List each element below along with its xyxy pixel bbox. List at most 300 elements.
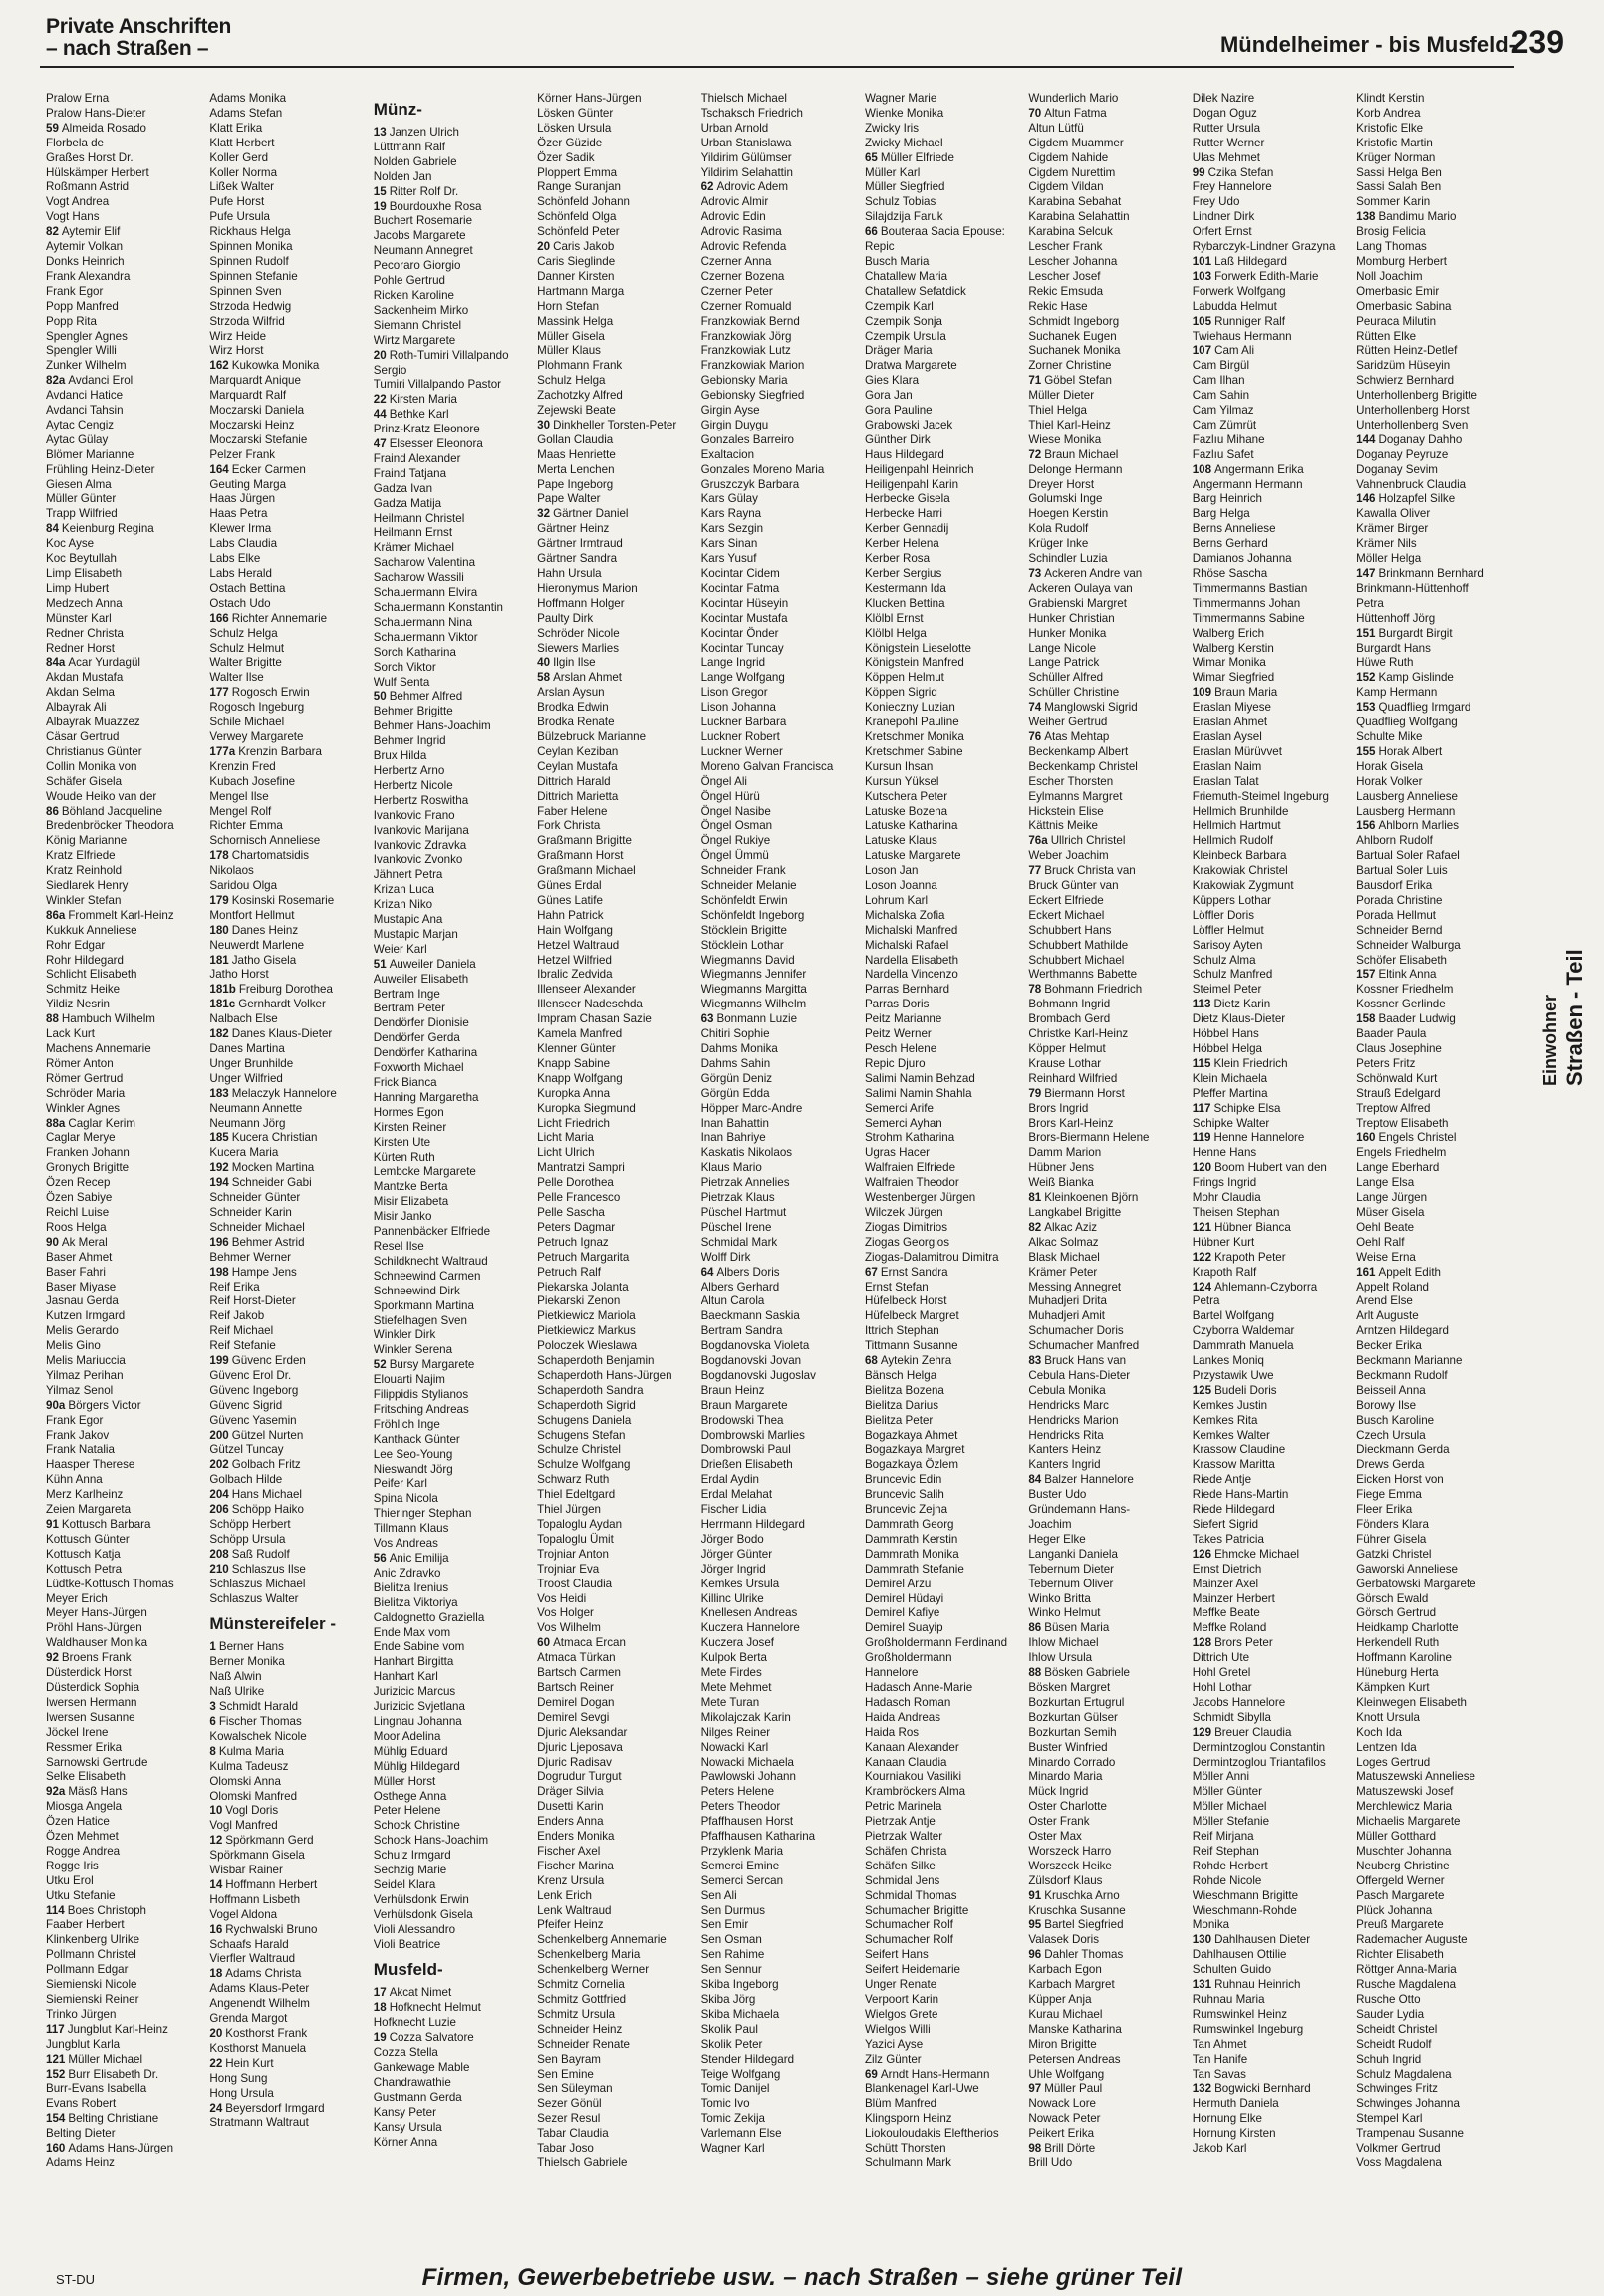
resident-name: Knapp Sabine [537, 1056, 611, 1070]
resident-name: Püschel Irene [700, 1220, 772, 1234]
resident-entry [46, 389, 205, 404]
resident-entry [209, 1354, 369, 1369]
resident-name: Schneider Frank [700, 864, 786, 878]
resident-entry [1028, 1770, 1188, 1785]
resident-entry [1028, 1741, 1188, 1756]
resident-name: Kristofic Elke [1356, 121, 1424, 135]
resident-name: Kulma Tadeusz [209, 1759, 289, 1773]
resident-name: Djuric Ljeposava [537, 1740, 623, 1754]
resident-entry [701, 1251, 861, 1266]
resident-name: Siewers Marlies [537, 641, 619, 655]
resident-entry [865, 1117, 1024, 1132]
resident-name: Vogl Manfred [209, 1819, 278, 1833]
resident-name: Verwey Margarete [209, 729, 304, 743]
resident-entry [537, 1206, 696, 1221]
resident-name: Wiegmanns Jennifer [700, 968, 807, 982]
resident-entry [701, 983, 861, 998]
resident-entry [374, 1834, 533, 1849]
resident-name: Göbel Stefan [1044, 374, 1112, 388]
resident-entry [537, 1131, 696, 1146]
resident-name: Ernst Dietrich [1192, 1562, 1262, 1576]
resident-name: Arend Else [1356, 1294, 1413, 1308]
resident-name: Behmer Ingrid [373, 734, 446, 748]
resident-name: Wilczek Jürgen [864, 1205, 943, 1219]
house-number: 107 [1192, 344, 1212, 358]
resident-entry [1028, 1860, 1188, 1874]
resident-name: Klatt Herbert [209, 136, 275, 149]
resident-entry [1028, 255, 1188, 270]
resident-entry [1356, 879, 1515, 894]
resident-name: Violi Alessandro [373, 1922, 456, 1936]
resident-name: Skiba Michaela [700, 2007, 780, 2021]
resident-name: Rogosch Erwin [231, 686, 310, 700]
resident-entry [209, 1369, 369, 1384]
resident-entry [374, 2091, 533, 2106]
resident-entry [865, 819, 1024, 834]
house-number: 64 [700, 1265, 714, 1279]
resident-entry [1028, 1057, 1188, 1072]
resident-name: Burgardt Hans [1356, 641, 1431, 655]
resident-name: Demirel Suayip [864, 1621, 943, 1635]
resident-entry [374, 334, 533, 349]
resident-name: Ernst Stefan [864, 1280, 929, 1293]
resident-entry [374, 244, 533, 259]
resident-entry [1356, 1161, 1515, 1176]
resident-entry [701, 1800, 861, 1815]
resident-entry [701, 448, 861, 463]
resident-name: Müller Gisela [537, 329, 605, 343]
resident-entry [209, 2012, 369, 2027]
resident-entry [209, 1655, 369, 1670]
resident-name: Adams Stefan [209, 106, 283, 120]
resident-entry [1028, 2038, 1188, 2053]
house-number: 92 [46, 1651, 59, 1665]
resident-entry [701, 1815, 861, 1830]
resident-entry [1193, 1948, 1352, 1963]
resident-name: Thiel Helga [1028, 404, 1087, 418]
resident-entry [537, 389, 696, 404]
resident-name: Mengel Rolf [209, 804, 272, 818]
resident-name: Öngel Hürü [700, 789, 760, 803]
resident-name: Omerbasic Sabina [1356, 299, 1452, 313]
resident-entry [537, 2008, 696, 2023]
resident-entry [1028, 1191, 1188, 1206]
resident-entry [865, 1711, 1024, 1726]
resident-name: Walfraien Theodor [864, 1176, 959, 1190]
resident-name: Gützel Tuncay [209, 1443, 284, 1457]
resident-entry [374, 1522, 533, 1537]
resident-name: Schaperdoth Sandra [537, 1383, 644, 1397]
resident-name: Minardo Maria [1028, 1770, 1103, 1784]
resident-name: Tomic Danijel [700, 2082, 770, 2096]
resident-entry [209, 894, 369, 909]
resident-name: Kars Sinan [700, 537, 758, 551]
resident-entry [1193, 2068, 1352, 2083]
resident-entry [374, 734, 533, 749]
resident-entry [374, 482, 533, 497]
resident-name: Janzen Ulrich [389, 126, 459, 139]
resident-name: Haida Ros [864, 1725, 920, 1739]
resident-entry [46, 1458, 205, 1473]
resident-entry [865, 419, 1024, 433]
resident-entry [701, 1072, 861, 1087]
resident-name: Führer Gisela [1356, 1532, 1427, 1546]
resident-name: Schönfeld Olga [537, 210, 617, 224]
resident-entry [701, 1904, 861, 1919]
resident-entry [46, 225, 205, 240]
resident-name: Merz Karlheinz [46, 1488, 124, 1502]
resident-entry [1193, 166, 1352, 181]
house-number: 86 [1028, 1621, 1042, 1635]
resident-name: Schwierz Bernhard [1356, 374, 1455, 388]
resident-name: Labs Herald [209, 567, 272, 580]
resident-name: Kowalschek Nicole [209, 1729, 307, 1743]
resident-entry [46, 492, 205, 507]
resident-entry [1193, 1533, 1352, 1548]
resident-name: Engels Christel [1378, 1131, 1457, 1145]
resident-entry [537, 1578, 696, 1592]
resident-entry [865, 180, 1024, 195]
resident-name: Schmidt Ingeborg [1028, 314, 1120, 328]
resident-entry [701, 1533, 861, 1548]
resident-name: Lausberg Hermann [1356, 804, 1456, 818]
resident-name: Blömer Marianne [46, 447, 134, 461]
resident-name: Weber Joachim [1028, 849, 1109, 863]
resident-entry [701, 1414, 861, 1429]
house-number: 196 [209, 1235, 229, 1249]
resident-name: Hüfelbeck Horst [864, 1294, 947, 1308]
resident-entry [209, 1072, 369, 1087]
house-number: 162 [209, 359, 229, 373]
resident-entry [1356, 1384, 1515, 1399]
resident-name: Brill Udo [1028, 2155, 1073, 2169]
resident-entry [537, 1414, 696, 1429]
resident-entry [537, 255, 696, 270]
resident-entry [537, 2082, 696, 2097]
resident-name: Czerner Romuald [700, 299, 792, 313]
resident-entry [1028, 2068, 1188, 2083]
resident-name: Cigdem Nurettim [1028, 165, 1116, 179]
resident-name: Körner Hans-Jürgen [537, 92, 642, 105]
resident-entry [1028, 805, 1188, 820]
resident-name: Schneider Bernd [1356, 923, 1443, 937]
resident-entry [701, 300, 861, 315]
resident-name: Wirz Horst [209, 344, 264, 358]
resident-entry [865, 864, 1024, 879]
resident-entry [1193, 656, 1352, 671]
resident-entry [1193, 2038, 1352, 2053]
resident-name: Kottusch Barbara [61, 1518, 151, 1531]
resident-name: Steimel Peter [1192, 983, 1262, 997]
resident-name: Selke Elisabeth [46, 1770, 126, 1784]
resident-entry [374, 2136, 533, 2151]
resident-entry [865, 1874, 1024, 1889]
resident-name: Kars Rayna [700, 507, 762, 521]
resident-entry [209, 2057, 369, 2072]
resident-name: Suchanek Eugen [1028, 329, 1117, 343]
resident-entry [865, 1191, 1024, 1206]
resident-entry [1356, 1146, 1515, 1161]
resident-name: Alkac Aziz [1044, 1220, 1098, 1234]
resident-name: Bielitza Bozena [864, 1383, 944, 1397]
resident-entry [537, 478, 696, 493]
resident-entry [46, 1191, 205, 1206]
resident-entry [46, 775, 205, 790]
resident-name: Bruck Christa van [1044, 864, 1136, 878]
resident-entry [1356, 315, 1515, 330]
resident-name: Meffke Beate [1192, 1606, 1260, 1620]
resident-name: Lüttmann Ralf [373, 140, 445, 153]
resident-entry [1193, 1384, 1352, 1399]
resident-entry [1356, 567, 1515, 582]
resident-name: Klenner Günter [537, 1042, 616, 1055]
resident-entry [701, 760, 861, 775]
resident-entry [374, 809, 533, 824]
resident-name: Trojniar Eva [537, 1562, 600, 1576]
resident-entry [865, 1770, 1024, 1785]
resident-name: Schönfeldt Ingeborg [700, 908, 805, 922]
resident-name: Chandrawathie [373, 2075, 451, 2089]
resident-entry [374, 274, 533, 289]
resident-name: Elouarti Najim [373, 1373, 445, 1387]
resident-name: Tomic Ivo [700, 2097, 750, 2111]
resident-name: Killinc Ulrike [700, 1591, 764, 1605]
resident-entry [374, 1299, 533, 1314]
resident-name: Hoffmann Lisbeth [209, 1892, 301, 1906]
resident-entry [865, 2127, 1024, 2142]
resident-name: Fork Christa [537, 819, 601, 833]
resident-entry [46, 1503, 205, 1518]
resident-entry [209, 359, 369, 374]
resident-name: Lembcke Margarete [373, 1165, 476, 1179]
resident-name: Wieschmann Brigitte [1192, 1888, 1299, 1902]
resident-name: Ugras Hacer [864, 1146, 931, 1160]
resident-name: Höbbel Hans [1192, 1027, 1259, 1041]
resident-name: Treptow Alfred [1356, 1101, 1431, 1115]
resident-name: Ak Meral [61, 1235, 108, 1249]
resident-entry [374, 214, 533, 229]
resident-name: Przyklenk Maria [700, 1844, 784, 1858]
resident-name: Czempik Sonja [864, 314, 942, 328]
resident-name: Matuszewski Anneliese [1356, 1770, 1475, 1784]
resident-entry [46, 834, 205, 849]
house-number: 122 [1192, 1250, 1212, 1264]
resident-entry [1193, 1770, 1352, 1785]
resident-name: Kerber Rosa [864, 552, 931, 566]
resident-entry [865, 716, 1024, 730]
resident-entry [46, 1978, 205, 1993]
resident-name: Quadflieg Wolfgang [1356, 716, 1458, 729]
resident-name: Oehl Ralf [1356, 1235, 1405, 1249]
resident-entry [865, 507, 1024, 522]
resident-name: Sorch Viktor [373, 660, 436, 674]
resident-name: Walter Ilse [209, 671, 264, 685]
resident-name: Urban Stanislawa [700, 136, 792, 149]
resident-entry [537, 998, 696, 1012]
resident-entry [537, 894, 696, 909]
house-number: 83 [1028, 1354, 1042, 1368]
resident-entry [209, 805, 369, 820]
resident-name: Licht Ulrich [537, 1146, 595, 1160]
resident-name: Bogwicki Bernhard [1214, 2082, 1311, 2096]
resident-name: Ressmer Erika [46, 1740, 123, 1754]
resident-name: Fischer Axel [537, 1844, 601, 1858]
resident-entry [209, 1131, 369, 1146]
resident-entry [1356, 478, 1515, 493]
resident-entry [1356, 1309, 1515, 1324]
resident-name: Thiel Edeltgard [537, 1488, 616, 1502]
house-number: 181 [209, 953, 229, 967]
resident-entry [1193, 1651, 1352, 1666]
resident-name: Eylmanns Margret [1028, 789, 1123, 803]
resident-name: Michalski Rafael [864, 938, 949, 952]
resident-name: Bielitza Irenius [373, 1580, 449, 1594]
resident-entry [701, 998, 861, 1012]
resident-name: Stiefelhagen Sven [373, 1313, 467, 1327]
resident-entry [1028, 2127, 1188, 2142]
resident-entry [865, 1414, 1024, 1429]
house-number: 192 [209, 1161, 229, 1175]
resident-entry [1356, 1770, 1515, 1785]
resident-entry [701, 1785, 861, 1800]
resident-entry [701, 954, 861, 969]
resident-name: Joachim [1028, 1518, 1072, 1531]
resident-name: Kursun Ihsan [864, 759, 934, 773]
resident-name: Kruschka Arno [1044, 1888, 1120, 1902]
resident-name: Schauermann Viktor [373, 630, 478, 644]
resident-name: Busch Karoline [1356, 1413, 1435, 1427]
resident-entry [537, 359, 696, 374]
resident-name: Schornisch Anneliese [209, 834, 321, 848]
resident-entry [701, 92, 861, 107]
resident-entry [374, 289, 533, 304]
resident-entry [1193, 1161, 1352, 1176]
house-number: 158 [1356, 1012, 1376, 1026]
resident-entry [46, 1993, 205, 2008]
resident-entry [46, 805, 205, 820]
resident-name: Vogl Doris [225, 1804, 279, 1818]
resident-name: Thiel Karl-Heinz [1028, 418, 1111, 431]
resident-entry [209, 1730, 369, 1745]
resident-name: Blask Michael [1028, 1250, 1100, 1264]
resident-name: Schäfen Silke [864, 1859, 936, 1872]
resident-entry [865, 195, 1024, 210]
resident-name: Violi Beatrice [373, 1937, 441, 1951]
resident-entry [865, 1592, 1024, 1607]
house-number: 13 [373, 126, 387, 139]
resident-name: Römer Gertrud [46, 1071, 124, 1085]
resident-name: Runniger Ralf [1214, 314, 1285, 328]
resident-entry [537, 463, 696, 478]
resident-name: Horak Volker [1356, 774, 1423, 788]
house-number: 124 [1192, 1280, 1212, 1293]
resident-entry [1028, 627, 1188, 642]
resident-entry [374, 1225, 533, 1240]
resident-entry [537, 909, 696, 924]
resident-entry [46, 2023, 205, 2038]
resident-name: Rusche Magdalena [1356, 1978, 1457, 1992]
resident-name: Miosga Angela [46, 1800, 123, 1814]
resident-entry [865, 315, 1024, 330]
resident-name: Pfeffer Martina [1192, 1086, 1268, 1100]
resident-name: Gankewage Mable [373, 2061, 470, 2074]
resident-name: Dendörfer Gerda [373, 1031, 460, 1045]
resident-name: Trapp Wilfried [46, 507, 118, 521]
resident-entry [1193, 1236, 1352, 1251]
resident-name: Schock Christine [373, 1819, 460, 1833]
resident-name: Güvenc Erol Dr. [209, 1368, 292, 1382]
resident-entry [46, 1889, 205, 1904]
resident-entry [1356, 1948, 1515, 1963]
resident-name: Resel Ilse [373, 1239, 424, 1253]
resident-name: Schmidt Harald [218, 1700, 299, 1714]
resident-entry [374, 1923, 533, 1938]
resident-entry [46, 210, 205, 225]
resident-entry [46, 315, 205, 330]
resident-entry [209, 1908, 369, 1923]
resident-name: Pecoraro Giorgio [373, 259, 461, 273]
resident-name: Haus Hildegard [864, 447, 944, 461]
house-number: 88 [1028, 1666, 1042, 1680]
resident-name: Eraslan Talat [1192, 774, 1259, 788]
resident-name: Monika [1192, 1918, 1230, 1932]
resident-entry [374, 1195, 533, 1210]
house-number: 30 [537, 418, 551, 431]
resident-entry [701, 1518, 861, 1533]
resident-entry [46, 1399, 205, 1414]
resident-name: Kutschera Peter [864, 789, 948, 803]
resident-entry [209, 1146, 369, 1161]
resident-entry [1193, 180, 1352, 195]
resident-name: Gronych Brigitte [46, 1161, 130, 1175]
house-number: 63 [700, 1012, 714, 1026]
house-number: 157 [1356, 968, 1376, 982]
resident-name: Heilmann Christel [373, 511, 465, 525]
resident-name: Tillmann Klaus [373, 1522, 449, 1536]
resident-name: Saridzüm Hüseyin [1356, 359, 1451, 373]
resident-name: Klinkenberg Ulrike [46, 1933, 140, 1947]
resident-entry [209, 2116, 369, 2131]
resident-entry [1028, 492, 1188, 507]
resident-name: Lange Patrick [1028, 656, 1100, 670]
resident-entry [1193, 701, 1352, 716]
resident-entry [209, 1700, 369, 1715]
resident-entry [1193, 1266, 1352, 1281]
resident-name: Porada Christine [1356, 893, 1443, 907]
house-number: 22 [209, 2056, 223, 2070]
resident-entry [1193, 1918, 1352, 1933]
resident-name: Krause Lothar [1028, 1056, 1102, 1070]
resident-entry [1028, 1236, 1188, 1251]
resident-name: Breuer Claudia [1214, 1725, 1292, 1739]
resident-entry [46, 1488, 205, 1503]
resident-name: Moczarski Stefanie [209, 432, 308, 446]
resident-name: Güvenc Yasemin [209, 1413, 297, 1427]
resident-entry [537, 582, 696, 597]
resident-entry [1028, 1339, 1188, 1354]
resident-entry [1028, 1518, 1188, 1533]
resident-name: Braun Margarete [700, 1398, 788, 1412]
house-number: 117 [1192, 1101, 1211, 1115]
resident-entry [1193, 775, 1352, 790]
resident-name: Klindt Kerstin [1356, 92, 1425, 105]
resident-entry [374, 1730, 533, 1745]
resident-entry [374, 437, 533, 452]
resident-name: Baser Miyase [46, 1280, 117, 1293]
house-number: 126 [1192, 1547, 1212, 1561]
resident-name: Hong Ursula [209, 2086, 274, 2100]
house-number: 185 [209, 1131, 229, 1145]
